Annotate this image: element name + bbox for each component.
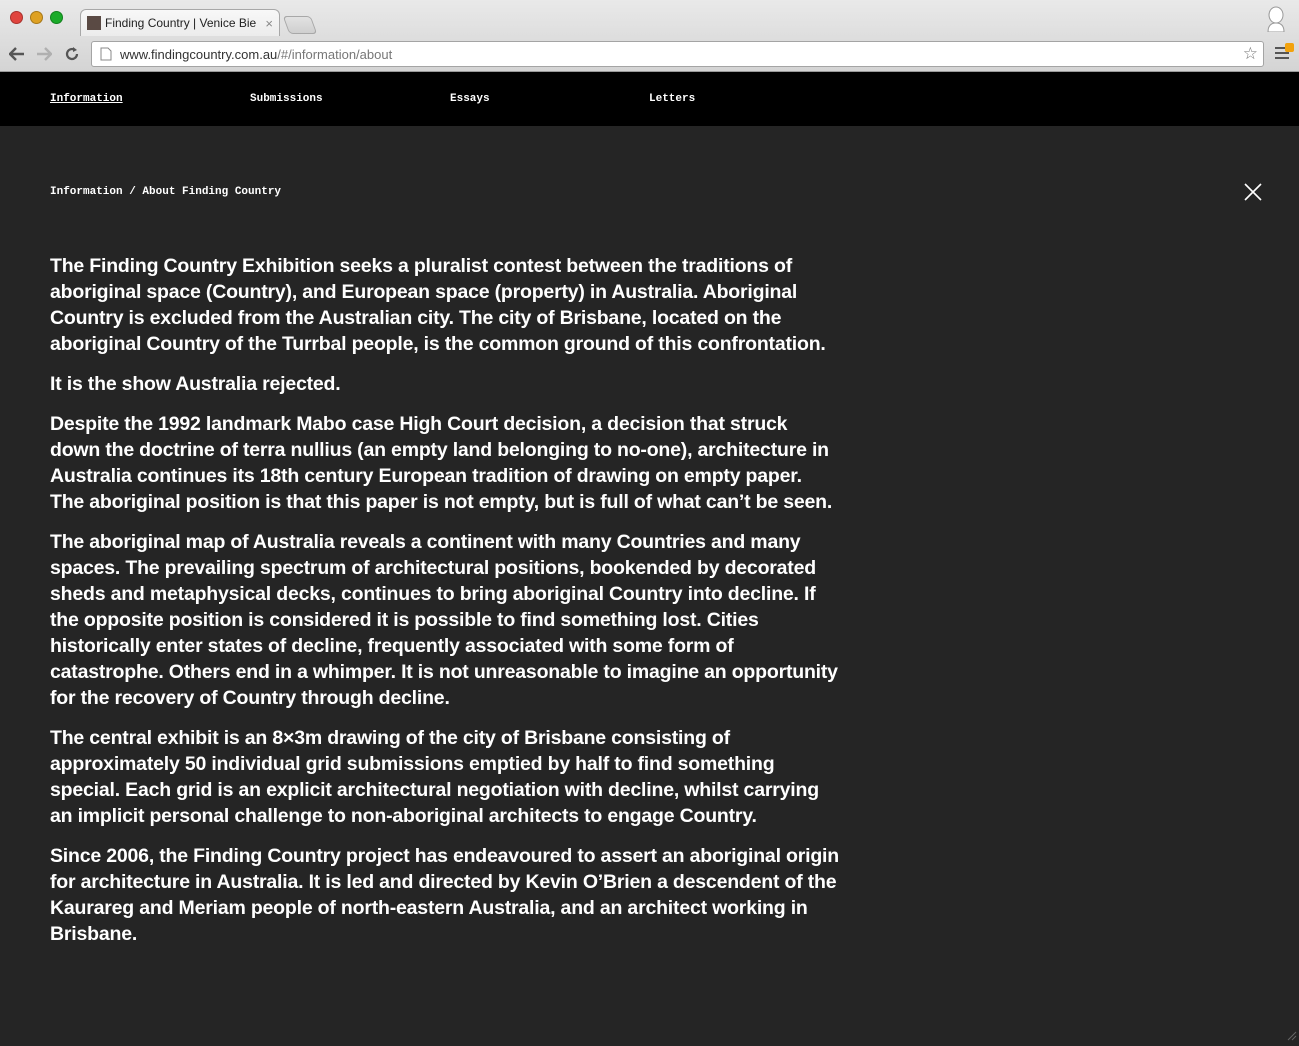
nav-essays[interactable]: Essays — [450, 93, 490, 105]
paragraph-intro: The Finding Country Exhibition seeks a pluralist contest between the traditions of aboriginal space (Country), and European space (property) in Australia. Aboriginal Country is excluded from the Australian city. The city of Brisbane, located on the aboriginal Country of the Turrbal people, is the common ground of this confrontation. — [50, 255, 826, 355]
resize-grip-icon[interactable] — [1285, 1028, 1297, 1040]
site-nav — [0, 72, 1299, 126]
about-article — [50, 253, 840, 961]
close-window-button[interactable] — [10, 11, 23, 24]
new-tab-button[interactable] — [283, 16, 318, 34]
browser-chrome — [0, 0, 1299, 72]
window-controls — [10, 11, 63, 24]
tab-close-icon[interactable]: × — [265, 15, 273, 31]
paragraph-exhibit: The central exhibit is an 8×3m drawing of the city of Brisbane consisting of approximately 50 individual grid submissions emptied by half to find something special. Each grid is an explicit architectural negotiation with decline, whilst carrying an implicit personal challenge to non-aboriginal architects to engage Country. — [50, 727, 819, 827]
update-badge-icon — [1285, 43, 1294, 52]
zoom-window-button[interactable] — [50, 11, 63, 24]
profile-icon[interactable] — [1265, 5, 1287, 33]
forward-arrow-icon[interactable] — [32, 42, 56, 66]
breadcrumb: Information / About Finding Country — [50, 186, 282, 198]
back-arrow-icon[interactable] — [5, 42, 29, 66]
paragraph-mabo: Despite the 1992 landmark Mabo case High Court decision, a decision that struck down the doctrine of terra nullius (an empty land belonging to no-one), architecture in Australia continues its 18th century European tradition of drawing on empty paper. The aboriginal position is that this paper is not empty, but is full of what can’t be seen. — [50, 413, 833, 513]
nav-letters[interactable]: Letters — [649, 93, 696, 105]
close-icon[interactable] — [1244, 183, 1262, 201]
url-text[interactable]: www.findingcountry.com.au/#/information/about — [120, 46, 393, 62]
paragraph-rejected: It is the show Australia rejected. — [50, 373, 341, 395]
tab-title: Finding Country | Venice Bie — [105, 16, 257, 30]
paragraph-project: Since 2006, the Finding Country project has endeavoured to assert an aboriginal origin for architecture in Australia. It is led and directed by Kevin O’Brien a descendent of the Kaurareg and Meriam people of north-eastern Australia, and an architect working in Brisbane. — [50, 845, 839, 945]
favicon-icon — [87, 16, 101, 30]
browser-toolbar — [0, 38, 1299, 70]
paragraph-map: The aboriginal map of Australia reveals a continent with many Countries and many spaces. The prevailing spectrum of architectural positions, bookended by decorated sheds and metaphysical decks, continues to bring aboriginal Country into decline. If the opposite position is considered it is possible to find something lost. Cities historically enter states of decline, frequently associated with some form of catastrophe. Others end in a whimper. It is not unreasonable to imagine an opportunity for the recovery of Country through decline. — [50, 531, 838, 709]
nav-submissions[interactable]: Submissions — [250, 93, 323, 105]
address-bar[interactable] — [91, 41, 1264, 67]
page-icon — [100, 47, 112, 61]
browser-tab[interactable] — [80, 9, 280, 36]
menu-icon[interactable] — [1275, 44, 1291, 64]
nav-information[interactable]: Information — [50, 93, 123, 105]
minimize-window-button[interactable] — [30, 11, 43, 24]
bookmark-star-icon[interactable]: ☆ — [1242, 44, 1258, 63]
reload-icon[interactable] — [60, 42, 84, 66]
